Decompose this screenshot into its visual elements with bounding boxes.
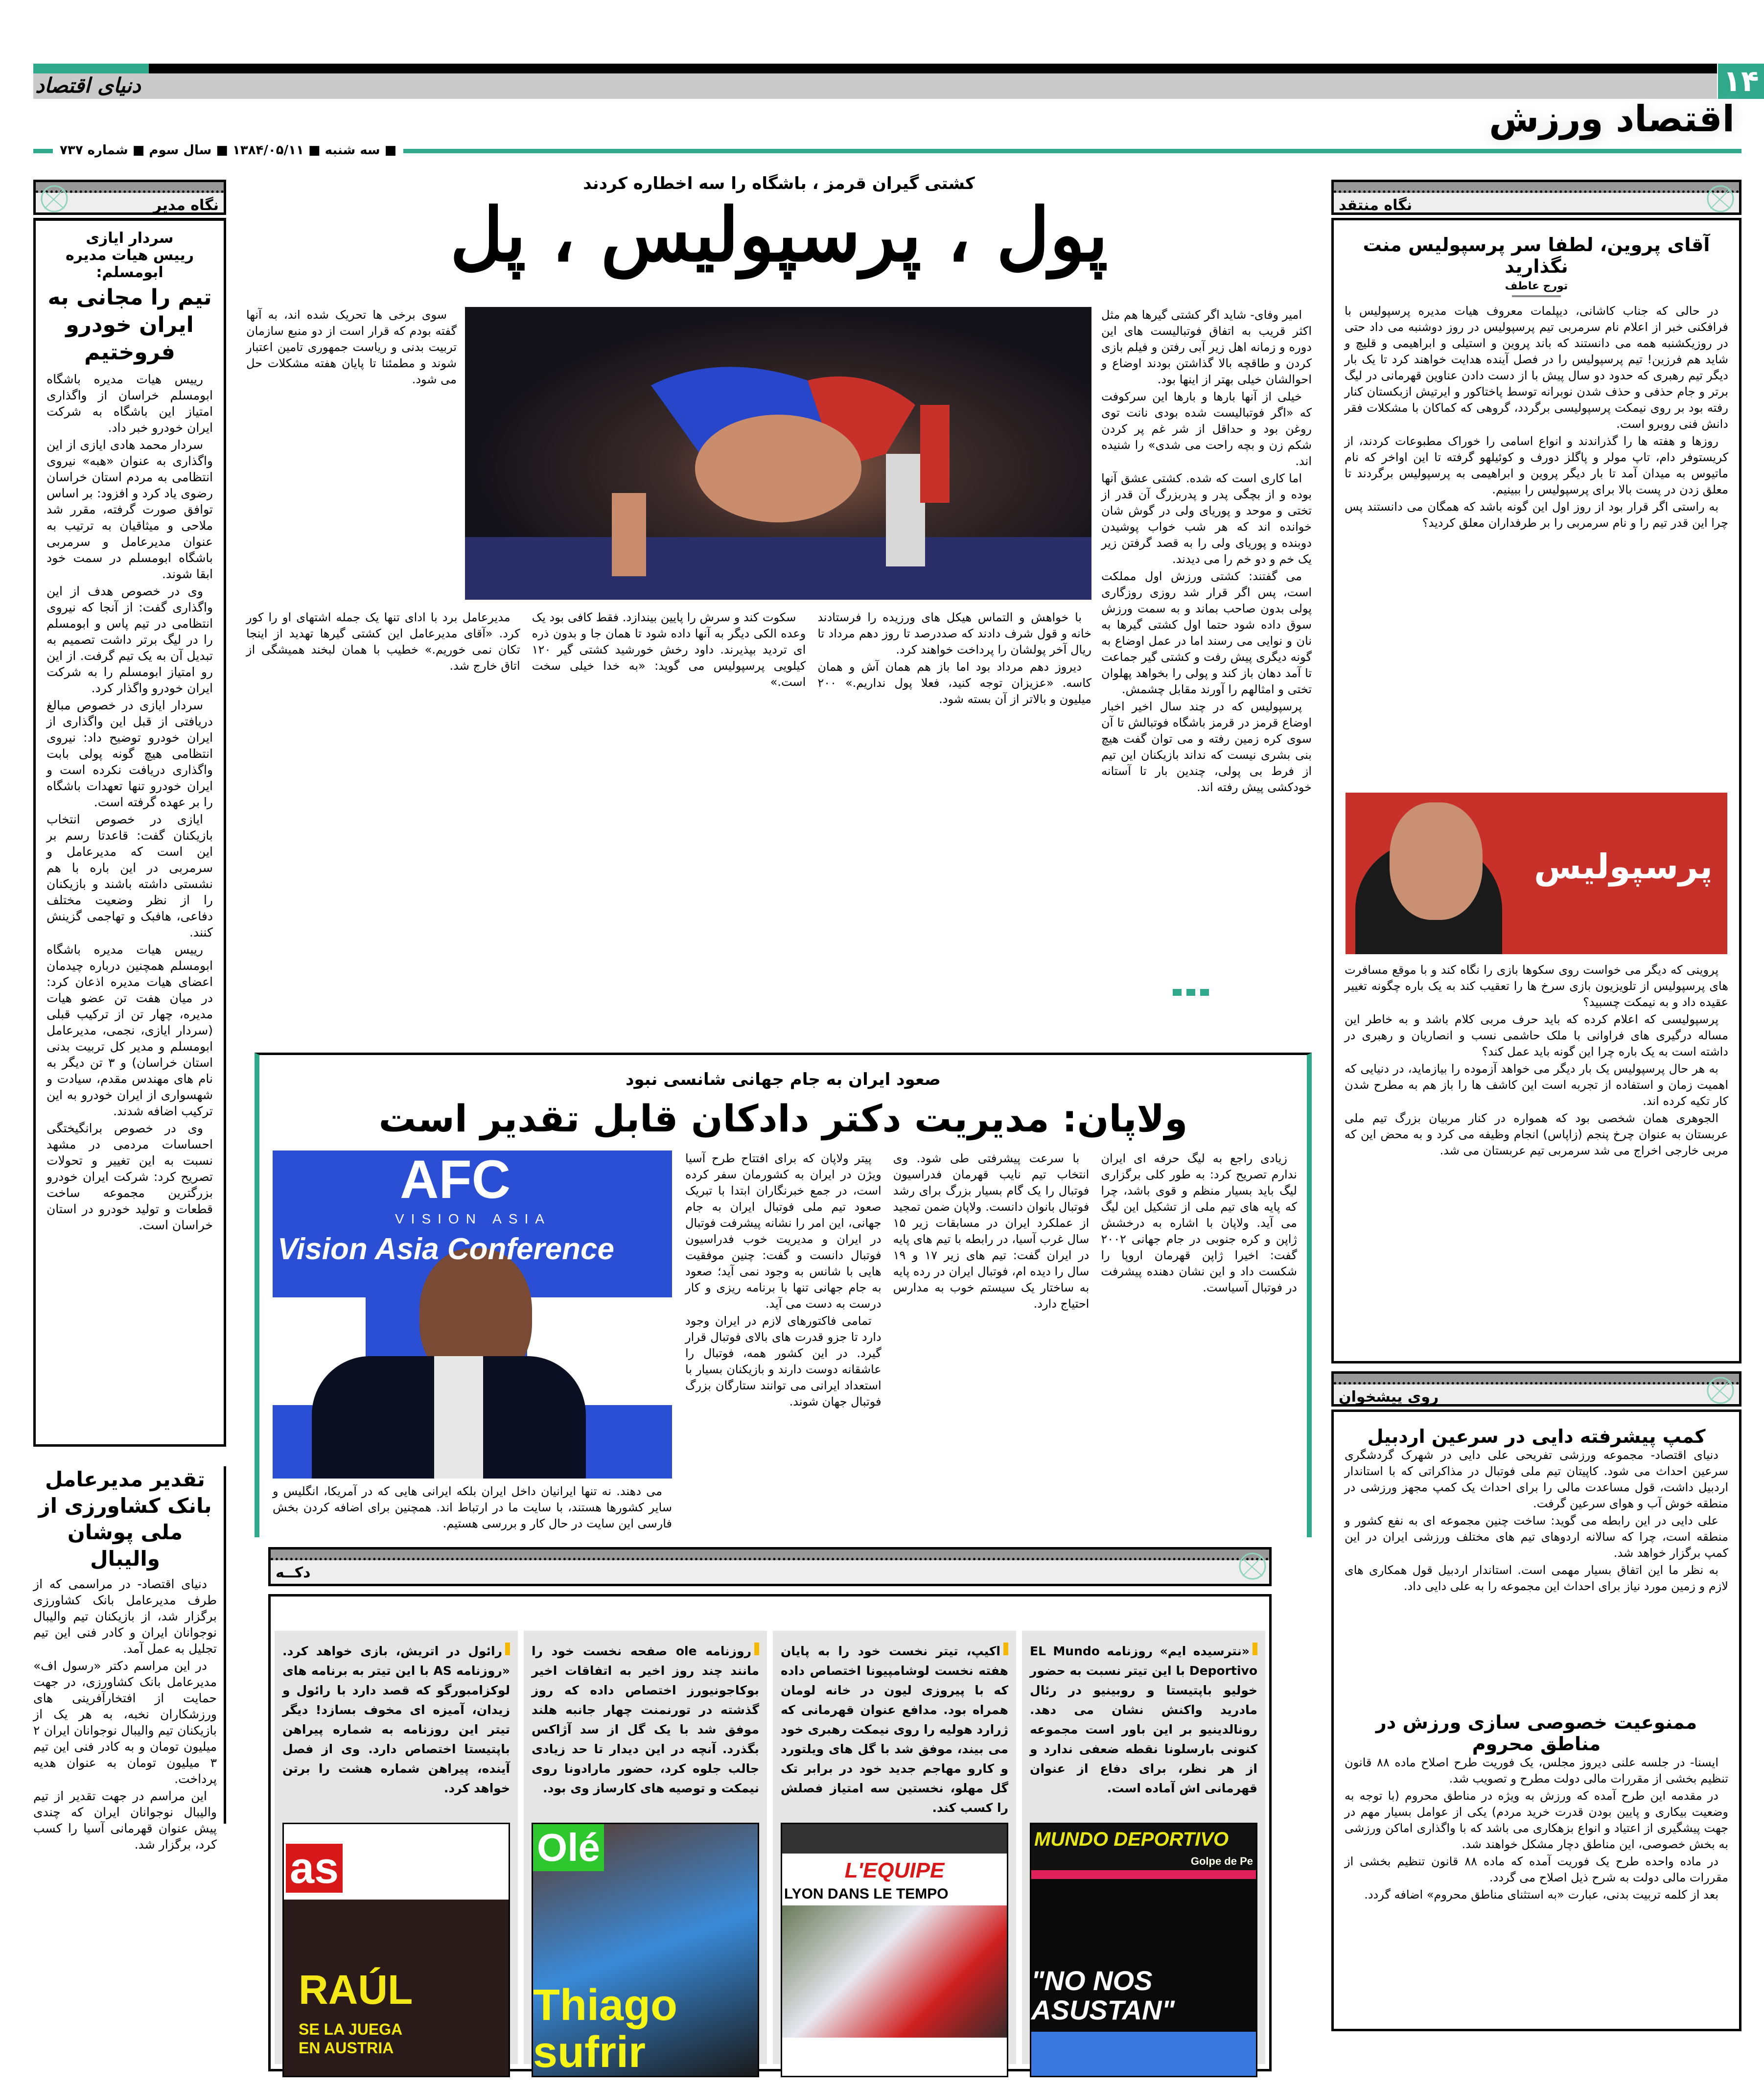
paragraph: سکوت کند و سرش را پایین بیندازد. فقط کافی بود یک وعده الکی دیگر به آنها داده شود تا همان جا و بدون ذره ای تردید بپذیرند. داود رخش خورشید کشتی گیر ۱۲۰ کیلویی پرسپولیس می گوید: «به خدا خیلی سخت است.» <box>532 611 806 689</box>
paragraph: علی دایی در این رابطه می گوید: ساخت چنین مجموعه ای به نفع کشور و منطقه است، چرا که سالانه اردوهای تیم های مختلف ورزشی ایران در این کمپ برگزار خواهد شد. <box>1345 1514 1728 1560</box>
photo-subtext: VISION ASIA <box>395 1211 551 1226</box>
paragraph: وی در خصوص برانگیختگی احساسات مردمی در مشهد نسبت به این تغییر و تحولات تصریح کرد: شرکت ایران خودرو بزرگترین مجموعه ساخت قطعات و تولید خودرو در استان خراسان است. <box>46 1121 213 1232</box>
paragraph: دنیای اقتصاد- در مراسمی که از طرف مدیرعامل بانک کشاورزی برگزار شد، از بازیکنان تیم والیبال نوجوانان ایران و کادر فنی این تیم تجلیل به عمل آمد. <box>33 1577 217 1656</box>
paragraph: پرسپولیسی که اعلام کرده که باید حرف مربی کلام باشد و به خاطر این مساله درگیری های فراوانی با ملک حاشمی نسب و انصاریان و رهبری در داشته است به یک باره چرا این گونه باید عمل کند؟ <box>1345 1012 1728 1058</box>
paragraph: دنیای اقتصاد- مجموعه ورزشی تفریحی علی دایی در شهرک گردشگری سرعین احداث می شود. کاپیتان تیم ملی فوتبال در مذاکراتی که با استاندار اردبیل داشت، قول مساعدت مالی را برای احداث یک کمپ مجهز ورزشی در منطقه خوش آب و هوای سرعین گرفت. <box>1345 1448 1728 1510</box>
parvin-photo <box>1346 793 1727 954</box>
article-parvin <box>1331 218 1741 1363</box>
paragraph: زیادی راجع به لیگ حرفه ای ایران ندارم تصریح کرد: به طور کلی برگزاری لیگ باید بسیار منظم و قوی باشد، چرا که پایه های تیم ملی از تشکیل این لیگ می آید. ولاپان با اشاره به درخشش ژاپن و کره جنوبی در جام جهانی ۲۰۰۲ گفت: اخیرا ژاپن قهرمان اروپا را شکست داد و این نشان دهنده پیشرفت در فوتبال آسیاست. <box>1101 1151 1297 1294</box>
paragraph: به راستی اگر قرار بود از روز اول این گونه باشد که همگان می دانستند پس چرا این قدر تیم را و نام سرمربی را بر طرفداران معلق کردید؟ <box>1345 500 1728 530</box>
section-header-label: نگاه مدیر <box>153 197 219 214</box>
article-headline: تیم را مجانی به ایران خودرو فروختیم <box>47 285 212 365</box>
paragraph: رییس هیات مدیره باشگاه ابومسلم خراسان از واگذاری امتیاز این باشگاه به شرکت ایران خودرو خبر داد. <box>46 372 213 435</box>
paragraph: پروینی که دیگر می خواست روی سکوها بازی را نگاه کند و با موقع مسافرت های پرسپولیس از تلویزیون بازی سرخ ها را تعقیب کند به یک باره چگونه تغییر عقیده داد و به نیمکت چسبید؟ <box>1345 963 1728 1009</box>
newspaper-logo: دنیای اقتصاد <box>35 73 141 97</box>
paragraph: اما کاری است که شده. کشتی عشق آنها بوده و از بچگی پدر و پدربزرگ آن قدر از تختی و موحد و پوریای ولی در گوش شان خوانده اند که هر شب خواب پوشیدن دوبنده و پوریای ولی را به قصد گرفتن زیر یک خم و دو خم را می دیدند. <box>1101 471 1312 566</box>
paragraph: به هر حال پرسپولیس یک بار دیگر می خواهد آزموده را بیازماید، در دنیایی که اهمیت زمان و استفاده از تجربه است این کاشف ها را باز هم به مطرح شدن کار تکیه کرده اند. <box>1345 1062 1728 1108</box>
paragraph: در ماده واحده طرح یک فوریت آمده که ماده ۸۸ قانون تنظیم بخشی از مقررات مالی دولت به شرح ذیل اصلاح می گردد. <box>1345 1855 1728 1884</box>
cover-lequipe <box>781 1823 1008 2077</box>
article-keshavarzi-bank <box>33 1466 226 1852</box>
cover-mundo-deportivo <box>1030 1823 1257 2077</box>
dokhe-item-mundo <box>1022 1631 1265 2064</box>
article-body <box>1345 303 1728 783</box>
paragraph: در حالی که جناب کاشانی، دیپلمات معروف هیات مدیره پرسپولیس با فرافکنی خبر از اعلام نام سرمربی تیم پرسپولیس در روز دوشنبه می داد حتی در روزیکشنبه همه می دانستند که باند پروین و استیلی و ابراهیمی و قلیچ و شاید هم فرزین! تیم پرسپولیس را در فصل آینده هدایت خواهند کرد تا یک بار دیگر تیم رهبری که حدود دو سال پیش با از دست دادن عناوین قهرمانی در لیگ برتر و جام حذفی و حذف شدن نوبرانه توسط پاختاکور و ایرتیش ازبکستان کنار رفته بود بر روی نیمکت پرسپولیسی برگردد، گروهی که کماکان با مشکلات فقر دانش فنی روبرو است. <box>1345 304 1728 431</box>
globe-icon <box>1706 184 1735 213</box>
left-column <box>33 180 226 1852</box>
paragraph: بعد از کلمه تربیت بدنی، عبارت «به استثنای مناطق محروم» اضافه گردد. <box>1364 1888 1718 1902</box>
story-column <box>685 1151 882 1532</box>
cover-subhead: Golpe de Pe <box>1031 1855 1256 1870</box>
dokhe-item-ole <box>524 1631 767 2077</box>
cover-headline: RAÚL <box>299 1967 413 2013</box>
article-headline: آقای پروین، لطفا سر پرسپولیس منت نگذارید <box>1363 234 1710 277</box>
paragraph: می دهند. نه تنها ایرانیان داخل ایران بلکه ایرانی هایی که در آمریکا، انگلیس و سایر کشورها هستند، با سایت ما در ارتباط اند. همچنین برای اضافه کردن بخش فارسی این سایت در حال کار و بررسی هستیم. <box>273 1484 672 1530</box>
paragraph: مدیرعامل برد با ادای تنها یک جمله اشتهای او را کور کرد. «آقای مدیرعامل این کشتی گیرها تهدید از اینجا تکان نمی خوریم.» خطیب با همان لبخند همیشگی از اتاق خارج شد. <box>246 611 520 673</box>
photo-banner-text: Vision Asia Conference <box>278 1232 614 1266</box>
article-body <box>33 1576 217 1853</box>
paragraph: وی در خصوص هدف از این واگذاری گفت: از آنجا که نیروی انتظامی در تیم پاس و ابومسلم را در لیگ برتر داشت تصمیم به تبدیل آن به یک تیم گرفت. از این رو امتیاز ابومسلم را به شرکت ایران خودرو واگذار کرد. <box>46 584 213 695</box>
dokhe-item-as <box>275 1631 518 2064</box>
top-rule <box>33 64 1717 73</box>
section-title: اقتصاد ورزش <box>1489 98 1735 140</box>
paragraph: در مقدمه این طرح آمده که ورزش به ویژه در مناطق محروم (با توجه به وضعیت بیکاری و پایین بودن قدرت خرید مردم) یکی از عوامل بسیار مهم در جهت پیشگیری از اعتیاد و انواع بزهکاری می باشد که با واگذاری اماکن ورزشی به بخش خصوصی، این مناطق دچار مشکل خواهند شد. <box>1345 1789 1728 1851</box>
paragraph: می گفتند: کشتی ورزش اول مملکت است، پس اگر قرار شد روزی روزگاری پولی بدون صاحب بماند و به سمت ورزش سوق داده شود حتما اول کشتی گیرها به نان و نوایی می رسند اما در عمل اوضاع به گونه دیگری پیش رفت و کشتی گیر جماعت تا آمد دهان باز کند و پولی را بخواهد پهلوان تختی و امثالهم را آورند مقابل چشمش. <box>1101 569 1312 696</box>
wrestling-photo <box>465 307 1091 600</box>
story-columns-below <box>246 610 1091 1006</box>
story-kicker: کشتی گیران قرمز ، باشگاه را سه اخطاره کردند <box>583 174 975 193</box>
section-header-label: نگاه منتقد <box>1339 197 1413 214</box>
top-band <box>33 73 1717 99</box>
paragraph: با سرعت پیشرفتی طی شود. وی انتخاب تیم نایب قهرمان فدراسیون فوتبال را یک گام بسیار بزرگ برای رشد فوتبال بانوان دانست. ولاپان ضمن تمجید از عملکرد ایران در مسابقات زیر ۱۵ سال غرب آسیا، در رابطه با تیم های پایه در ایران گفت: تیم های زیر ۱۷ و ۱۹ سال را دیده ام، فوتبال ایران در رده پایه به ساختار یک سیستم خوب به مدارس احتیاج دارد. <box>893 1151 1090 1311</box>
article-body <box>1345 1447 1728 1692</box>
cover-as <box>282 1823 510 2077</box>
news-box <box>1331 1409 1741 2031</box>
paragraph: خیلی از آنها بارها و بارها این سرکوفت که «اگر فوتبالیست شده بودی نانت توی روغن بود و حداقل از شر غم پر کردن شکم زن و بچه راحت می شدی» را شنیده اند. <box>1101 390 1312 468</box>
right-column <box>1331 180 1741 2031</box>
paragraph: الجوهری همان شخصی بود که همواره در کنار مربیان بزرگ تیم ملی عربستان به عنوان چرخ پنجم (زاپاس) انجام وظیفه می کرد و به محض این که مربی خارجی اخراج می شد سرمربی تیم عربستان می شد. <box>1345 1111 1728 1157</box>
paragraph: دیروز دهم مرداد بود اما باز هم همان آش و همان کاسه. «عزیزان توجه کنید، فعلا پول نداریم.» ۲۰۰ میلیون و بالاتر از آن بسته شود. <box>817 660 1091 706</box>
end-mark <box>1173 989 1209 996</box>
paragraph: سوی برخی ها تحریک شده اند، به آنها گفته بودم که قرار است از دو منبع سازمان تربیت بدنی و ریاست جمهوری تامین اعتبار شوند و مطمئنا تا پایان هفته مشکلات حل می شود. <box>246 308 457 386</box>
dokhe-text: رائول در اتریش، بازی خواهد کرد. «روزنامه AS با این تیتر به برنامه های لوکزامبورگو که قصد دارد با رائول و زیدان، آمیزه ای مخوف بسازد! دیگر تیتر این روزنامه به شماره پیراهن باپتیستا اختصاص دارد. وی از فصل آینده، پیراهن شماره هشت را برتن خواهد کرد. <box>282 1642 510 1803</box>
article-body <box>1345 1755 1728 2029</box>
paragraph: با خواهش و التماس هیکل های ورزیده را فرستادند خانه و قول شرف دادند که صددرصد تا روز دهم مرداد تا ریال آخر پولشان را پرداخت خواهند کرد. <box>817 611 1091 657</box>
cover-masthead: MUNDO DEPORTIVO <box>1031 1824 1256 1855</box>
page-number: ۱۴ <box>1718 64 1764 99</box>
story-column <box>817 610 1091 1006</box>
cover-ole <box>532 1823 759 2077</box>
cover-masthead: as <box>286 1844 343 1893</box>
dokhe-text: روزنامه ole صفحه نخست خود را مانند چند روز اخیر به اتفاقات اخیر بوکاجونیورز اختصاص داده که روز گذشته در تورنمنت چهار جانبه هلند موفق شد با یک گل از سد آژاکس بگذرد. آنچه در این دیدار تا حد زیادی جالب جلوه کرد، حضور مارادونا روی نیمکت و توصیه های کارساز وی بود. <box>532 1642 759 1803</box>
paragraph: پیتر ولاپان که برای افتتاح طرح آسیا ویژن در ایران به کشورمان سفر کرده است، در جمع خبرنگاران ابتدا با تبریک صعود تیم ملی فوتبال ایران به جام جهانی، این امر را نشانه پیشرفت فوتبال در ایران و مدیریت خوب فدراسیون فوتبال دانست و گفت: چنین موفقیت هایی با شانس به وجود نمی آید؛ صعود به جام جهانی تنها با برنامه ریزی و کار درست به دست می آید. <box>685 1151 882 1311</box>
article-abumoslem <box>33 218 226 1447</box>
velappan-story <box>255 1053 1312 1537</box>
dokhe-text: «نترسیده ایم» روزنامه EL Mundo Deportivo با این تیتر نسبت به حضور خولیو باپتیستا و روبینیو در رئال مادرید واکنش نشان می دهد. رونالدینیو بر این باور است مجموعه کنونی بارسلونا نقطه ضعفی ندارد و از هر نظر، برای دفاع از عنوان قهرمانی اش آماده است. <box>1030 1642 1257 1803</box>
section-header-critic-view <box>1331 180 1741 215</box>
story-kicker: صعود ایران به جام جهانی شانسی نبود <box>626 1070 941 1089</box>
paragraph: امیر وفای- شاید اگر کشتی گیرها هم مثل اکثر قریب به اتفاق فوتبالیست های این دوره و زمانه اهل زیر آبی رفتن و فیلم بازی کردن و طاقچه بالا گذاشتن بودند اوضاع و احوالشان خیلی بهتر از اینها بود. <box>1101 308 1312 386</box>
article-headline: کمپ پیشرفته دایی در سرعین اردبیل <box>1367 1426 1706 1447</box>
main-story <box>246 174 1312 1045</box>
section-header-dokhe <box>268 1547 1272 1586</box>
paragraph: تمامی فاکتورهای لازم در ایران وجود دارد تا جزو قدرت های بالای فوتبال قرار گیرد. در این کشور همه، فوتبال را عاشقانه دوست دارند و بازیکنان بسیار با استعداد ایرانی می توانند ستارگان بزرگ فوتبال جهان شوند. <box>685 1314 882 1409</box>
dokhe-section <box>268 1547 1272 2077</box>
cover-masthead: Olé <box>533 1824 604 1871</box>
story-column <box>893 1151 1090 1532</box>
paragraph: سردار محمد هادی ایازی از این واگذاری به عنوان «هبه» نیروی انتظامی به مردم استان خراسان رضوی یاد کرد و افزود: بر اساس توافق صورت گرفته، مقرر شد ملاحی و میثاقیان به ترتیب به عنوان مدیرعامل و سرمربی باشگاه ابومسلم در سمت خود ابقا شوند. <box>46 438 213 581</box>
photo-banner-text: پرسپولیس <box>1534 846 1713 887</box>
story-column <box>246 610 520 1006</box>
story-headline: پول ، پرسپولیس ، پل <box>450 192 1108 278</box>
wrestlers-image <box>465 307 1091 600</box>
section-header-on-the-stand <box>1331 1371 1741 1407</box>
cover-masthead: L'EQUIPE <box>844 1858 945 1882</box>
cover-headline: Thiago sufrir <box>533 1981 677 2077</box>
top-accent <box>33 64 149 73</box>
paragraph: سردار ایازی در خصوص مبالغ دریافتی از قبل این واگذاری از ایران خودرو توضیح داد: نیروی انتظامی هیچ گونه پولی بابت واگذاری دریافت نکرده است و ایران خودرو تنها تعهدات باشگاه را بر عهده گرفته است. <box>46 698 213 809</box>
story-column-side <box>246 307 457 601</box>
article-body <box>46 371 213 1424</box>
paragraph: رییس هیات مدیره باشگاه ابومسلم همچنین درباره چیدمان اعضای هیات مدیره اذعان کرد: در میان هفت تن عضو هیات مدیره، چهار تن از ترکیب قبلی (سردار ایازی، نجمی، مدیرعامل ابومسلم و مدیر کل تربیت بدنی استان خراسان) و ۳ تن دیگر به نام های مهندس مقدم، سیادت و شهسواری از ایران خودرو به این ترکیب اضافه شدند. <box>46 942 213 1118</box>
photo-caption-text <box>273 1483 672 1532</box>
cover-subhead: SE LA JUEGA EN AUSTRIA <box>299 2020 402 2057</box>
story-column <box>1101 1151 1297 1532</box>
paragraph: روزها و هفته ها را گذراندند و انواع اسامی را خوراک مطبوعات کردند، از کریستوفر دام، تاپ مولر و پاگلز دورف و کوئیلهو گرفته تا این اواخر که نام ماتیوس به میدان آمد تا بار دیگر پروین و ابراهیمی به پرسپولیس برگردند تا معلق زدن در پست بالا برای پرسپولیس را ببینیم. <box>1345 434 1728 496</box>
article-kicker: سردار ایازی <box>86 230 174 247</box>
section-header-manager-view <box>33 180 226 215</box>
paragraph: ایسنا- در جلسه علنی دیروز مجلس، یک فوریت طرح اصلاح ماده ۸۸ قانون تنظیم بخشی از مقررات مالی دولت مطرح و تصویب شد. <box>1345 1756 1728 1785</box>
story-column-1 <box>1101 307 1312 1007</box>
globe-icon <box>1238 1551 1267 1581</box>
section-header-label: دکــه <box>276 1564 311 1581</box>
paragraph: این مراسم در جهت تقدیر از تیم والیبال نوجوانان ایران که چندی پیش عنوان قهرمانی آسیا را کسب کرد، برگزار شد. <box>33 1789 217 1852</box>
date-issue: ■ سه شنبه ■ ۱۳۸۴/۰۵/۱۱ ■ سال سوم ■ شماره ۷۳۷ <box>53 143 403 158</box>
article-body-continued <box>1345 962 1728 1403</box>
velappan-columns <box>685 1151 1297 1532</box>
article-kicker: رییس هیات مدیره ابومسلم: <box>65 247 194 281</box>
cover-headline: LYON DANS LE TEMPO <box>784 1886 949 1902</box>
section-header-label: روی پیشخوان <box>1339 1388 1439 1406</box>
globe-icon <box>40 184 69 213</box>
paragraph: در این مراسم دکتر «رسول اف» مدیرعامل بانک کشاورزی، در جهت حمایت از افتخارآفرینی های ورزشکاران نخبه، به هر یک از بازیکنان تیم والیبال نوجوانان ایران ۲ میلیون تومان و به کادر فنی این تیم ۳ میلیون تومان به عنوان هدیه پرداخت. <box>33 1659 217 1786</box>
article-headline: ممنوعیت خصوصی سازی ورزش در مناطق محروم <box>1375 1712 1697 1755</box>
afc-logo-text: AFC <box>400 1150 511 1210</box>
dokhe-item-lequipe <box>773 1631 1016 2064</box>
article-byline: تورج عاطف <box>1505 280 1568 292</box>
paragraph: ایازی در خصوص انتخاب بازیکنان گفت: قاعدتا رسم بر این است که مدیرعامل و سرمربی در این باره با هم نشستی داشته باشند و بازیکنان را از نظر وضعیت مختلف دفاعی، هافبک و تهاجمی گزینش کنند. <box>46 812 213 939</box>
dokhe-grid <box>268 1594 1272 2077</box>
cover-headline: "NO NOS ASUSTAN" <box>1031 1965 1175 2025</box>
globe-icon <box>1706 1376 1735 1405</box>
velappan-photo <box>273 1151 672 1479</box>
article-headline: تقدیر مدیرعامل بانک کشاورزی از ملی پوشان والیبال <box>38 1467 212 1571</box>
paragraph: به نظر ما این اتفاق بسیار مهمی است. استاندار اردبیل قول همکاری های لازم و زمین مورد نیاز برای احداث این مجموعه را به علی دایی داد. <box>1345 1563 1728 1593</box>
dokhe-text: اکیپ، تیتر نخست خود را به پایان هفته نخست لوشامپیونا اختصاص داده که با پیروزی لیون در خانه لومان همراه بود. مدافع عنوان قهرمانی که ژرارد هولیه را روی نیمکت رهبری خود می بیند، موفق شد با گل های ویلتورد و کارو مهاجم جدید خود در برابر تک گل مهلو، نخستین سه امتیاز فصلش را کسب کند. <box>781 1642 1008 1803</box>
story-headline: ولاپان: مدیریت دکتر دادکان قابل تقدیر است <box>378 1097 1188 1140</box>
story-column <box>532 610 806 1006</box>
dateline <box>33 143 1741 158</box>
paragraph: پرسپولیس که در چند سال اخیر اخبار اوضاع قرمز در قرمز باشگاه فوتبالش تا آن سوی کره زمین رفته و می توان گفت هیچ بنی بشری نیست که نداند بازیکنان این تیم از فرط بی پولی، چندین بار تا آستانه خودکشی پیش رفته اند. <box>1101 700 1312 794</box>
